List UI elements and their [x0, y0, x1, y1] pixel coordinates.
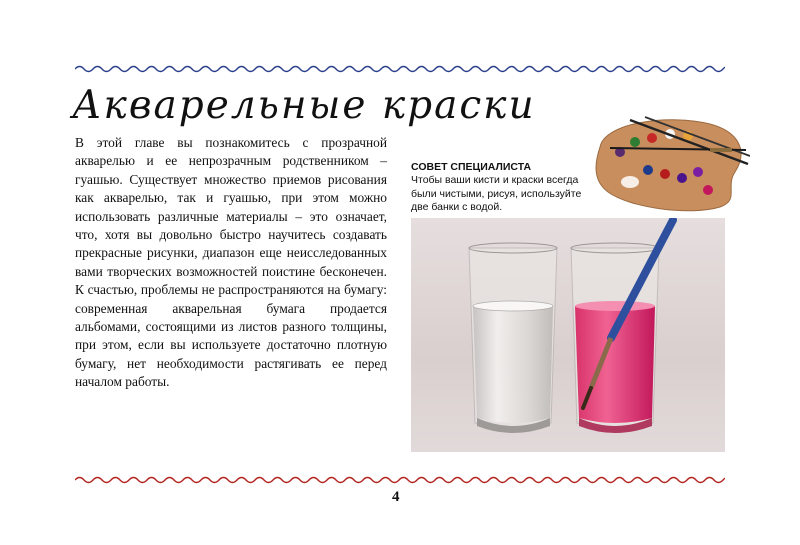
tip-text: Чтобы ваши кисти и краски всегда были чистыми, рисуя, используйте две банки с водой.	[411, 174, 582, 213]
page-title: Акварельные краски	[72, 83, 536, 128]
bottom-decorative-rule	[75, 474, 725, 486]
body-paragraph: В этой главе вы познакомитесь с прозрачной акварелью и ее непрозрачным родственником – гуашью. Существует множество приемов рисования как акварелью, так и гуашью, при этом можно использовать различные материалы – это означает, что, хотя вы довольно быстро научитесь создавать прекрасные рисунки, диапазон еще неисследованных вами творческих возможностей поистине бесконечен. К счастью, проблемы не распространяются на бумагу: современная акварельная бумага продается альбомами, состоящими из листов разного толщины, при этом, если вы используете достаточно плотную бумагу, нет необходимости растягивать ее перед началом работы.	[75, 135, 387, 390]
top-decorative-rule	[75, 63, 725, 75]
two-glasses-of-water-photo	[411, 218, 725, 452]
expert-tip	[411, 161, 586, 215]
page-number: 4	[392, 489, 400, 505]
palette-icon	[590, 112, 750, 212]
tip-heading: СОВЕТ СПЕЦИАЛИСТА	[411, 161, 532, 173]
